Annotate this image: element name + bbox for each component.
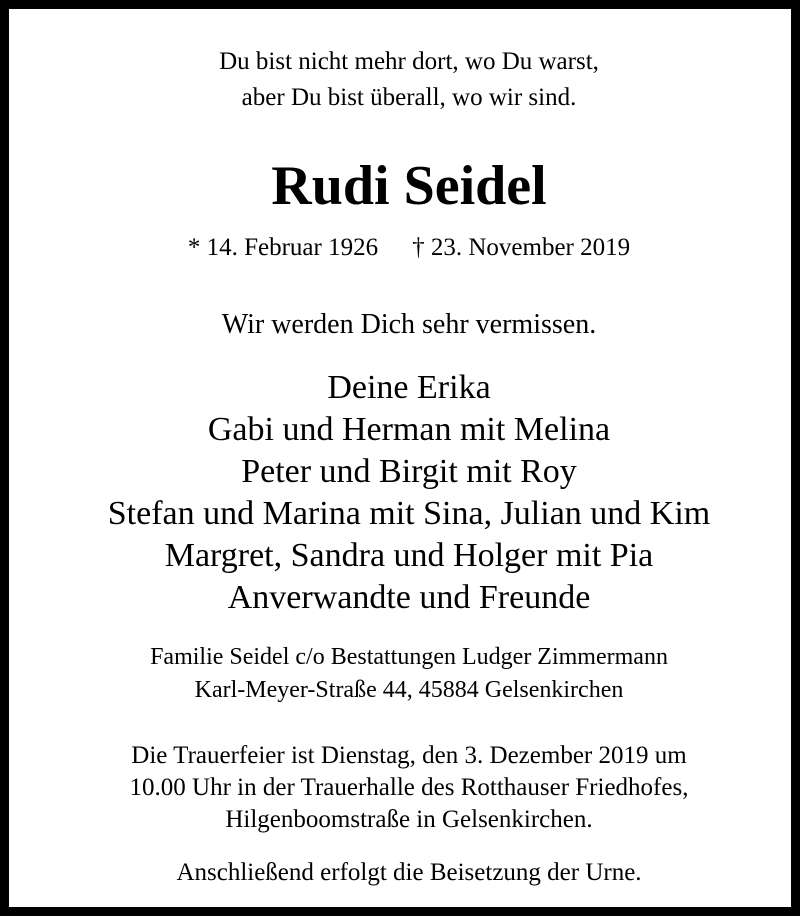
quote-line-1: Du bist nicht mehr dort, wo Du warst, — [219, 48, 599, 75]
death-date: † 23. November 2019 — [412, 234, 631, 261]
deceased-name: Rudi Seidel — [271, 155, 547, 217]
farewell-message: Wir werden Dich sehr vermissen. — [221, 309, 597, 340]
life-dates — [9, 235, 800, 260]
birth-date: * 14. Februar 1926 — [187, 234, 379, 261]
closing-note: Anschließend erfolgt die Beisetzung der Urne. — [176, 859, 642, 886]
mourner-line: Anverwandte und Freunde — [227, 579, 591, 616]
mourner-line: Gabi und Herman mit Melina — [207, 411, 611, 448]
mourner-line: Peter und Birgit mit Roy — [241, 453, 577, 490]
mourner-line: Margret, Sandra und Holger mit Pia — [164, 537, 654, 574]
service-info-line-2: 10.00 Uhr in der Trauerhalle des Rotthauser Friedhofes, — [129, 774, 689, 801]
mourner-line: Deine Erika — [327, 369, 491, 406]
quote-line-2: aber Du bist überall, wo wir sind. — [241, 84, 577, 111]
service-info-line-1: Die Trauerfeier ist Dienstag, den 3. Dezember 2019 um — [131, 742, 687, 769]
contact-address-line-1: Familie Seidel c/o Bestattungen Ludger Zimmermann — [150, 644, 668, 670]
contact-address-line-2: Karl-Meyer-Straße 44, 45884 Gelsenkirchen — [194, 677, 624, 703]
mourner-line: Stefan und Marina mit Sina, Julian und Kim — [107, 495, 711, 532]
service-info-line-3: Hilgenboomstraße in Gelsenkirchen. — [225, 806, 593, 833]
